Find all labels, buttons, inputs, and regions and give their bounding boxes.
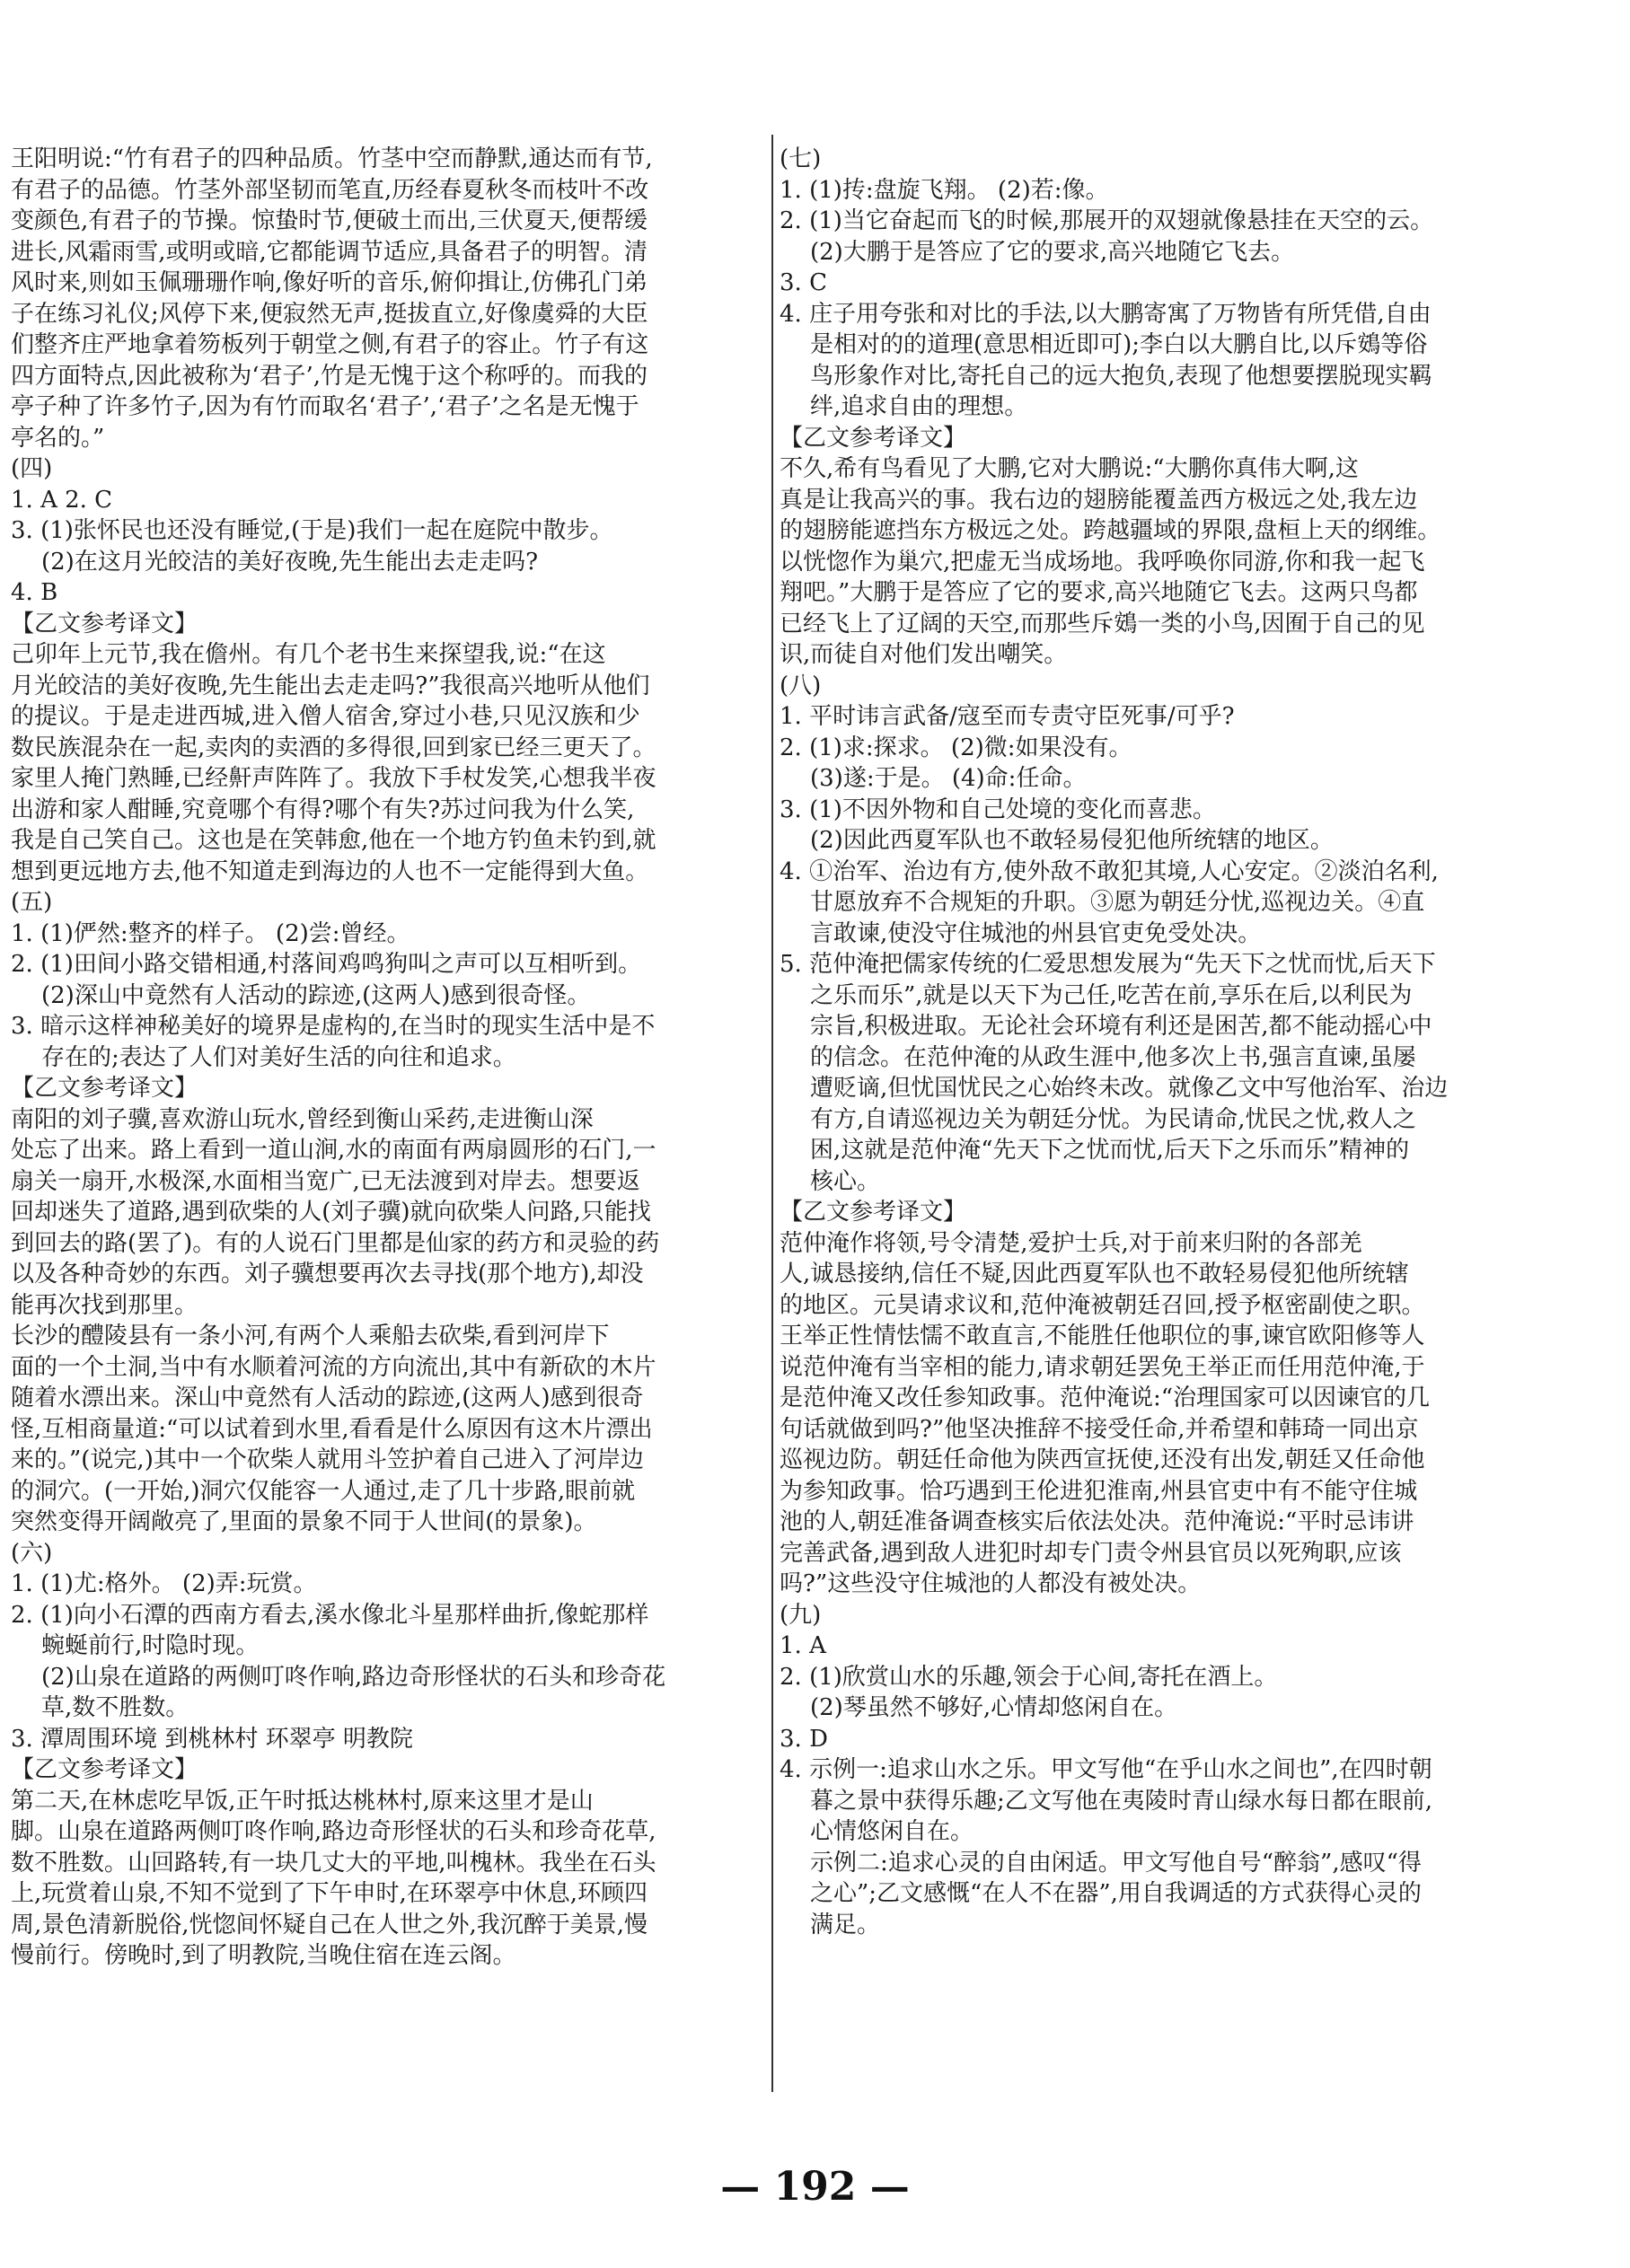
column-divider (771, 135, 773, 2092)
text-line: 扇关一扇开,水极深,水面相当宽广,已无法渡到对岸去。想要返 (11, 1167, 640, 1195)
text-line: 回却迷失了道路,遇到砍柴的人(刘子骥)就向砍柴人问路,只能找 (11, 1199, 651, 1226)
text-line: 范仲淹作将领,号令清楚,爱护士兵,对于前来归附的各部羌 (780, 1229, 1362, 1257)
text-line: 进长,风霜雨雪,或明或暗,它都能调节适应,具备君子的明智。清 (11, 238, 648, 266)
text-line: 怪,互相商量道:“可以试着到水里,看看是什么原因有这木片漂出 (11, 1415, 653, 1443)
text-line: 到回去的路(罢了)。有的人说石门里都是仙家的药方和灵验的药 (11, 1229, 660, 1257)
section-heading: (六) (11, 1539, 53, 1567)
translation-heading: 【乙文参考译文】 (780, 424, 967, 452)
text-line: 随着水漂出来。深山中竟然有人活动的踪迹,(这两人)感到很奇 (11, 1385, 644, 1411)
answer-line: 困,这就是范仲淹“先天下之忧而忧,后天下之乐而乐”精神的 (810, 1137, 1410, 1164)
answer-line: 2. (1)田间小路交错相通,村落间鸡鸣狗叫之声可以互相听到。 (11, 951, 642, 978)
text-line: 数不胜数。山回路转,有一块几丈大的平地,叫槐林。我坐在石头 (11, 1849, 656, 1877)
answer-line: 心情悠闲自在。 (810, 1818, 974, 1845)
text-line: 以及各种奇妙的东西。刘子骥想要再次去寻找(那个地方),却没 (11, 1261, 644, 1288)
answer-line: 3. D (780, 1725, 828, 1753)
text-line: 想到更远地方去,他不知道走到海边的人也不一定能得到大鱼。 (11, 857, 649, 885)
text-line: 巡视边防。朝廷任命他为陕西宣抚使,还没有出发,朝廷又任命他 (780, 1446, 1425, 1473)
answer-line: 4. 示例一:追求山水之乐。甲文写他“在乎山水之间也”,在四时朝 (780, 1756, 1432, 1783)
text-line: 数民族混杂在一起,卖肉的卖酒的多得很,回到家已经三更天了。 (11, 734, 656, 761)
text-line: 己卯年上元节,我在儋州。有几个老书生来探望我,说:“在这 (11, 641, 606, 668)
text-line: 脚。山泉在道路两侧叮咚作响,路边奇形怪状的石头和珍奇花草, (11, 1818, 656, 1845)
answer-line: 3. (1)张怀民也还没有睡觉,(于是)我们一起在庭院中散步。 (11, 517, 613, 544)
text-line: 上,玩赏着山泉,不知不觉到了下午申时,在环翠亭中休息,环顾四 (11, 1880, 648, 1907)
answer-line: 满足。 (810, 1911, 881, 1938)
translation-heading: 【乙文参考译文】 (780, 1199, 967, 1226)
answer-line: 示例二:追求心灵的自由闲适。甲文写他自号“醉翁”,感叹“得 (810, 1849, 1422, 1877)
text-line: 南阳的刘子骥,喜欢游山玩水,曾经到衡山采药,走进衡山深 (11, 1105, 594, 1133)
text-line: 有君子的品德。竹茎外部坚韧而笔直,历经春夏秋冬而枝叶不改 (11, 176, 649, 204)
answer-line: (2)大鹏于是答应了它的要求,高兴地随它飞去。 (810, 238, 1295, 266)
answer-line: 4. ①治军、治边有方,使外敌不敢犯其境,人心安定。②淡泊名利, (780, 857, 1439, 885)
answer-line: 3. 潭周围环境 到桃林村 环翠亭 明教院 (11, 1725, 413, 1753)
answer-line: 是相对的的道理(意思相近即可);李白以大鹏自比,以斥鴳等俗 (810, 331, 1428, 358)
text-line: 识,而徒自对他们发出嘲笑。 (780, 641, 1068, 668)
answer-line: 有方,自请巡视边关为朝廷分忧。为民请命,忧民之忧,救人之 (810, 1105, 1416, 1133)
text-line: 风时来,则如玉佩珊珊作响,像好听的音乐,俯仰揖让,仿佛孔门弟 (11, 269, 648, 296)
text-line: 突然变得开阔敞亮了,里面的景象不同于人世间(的景象)。 (11, 1508, 597, 1535)
section-heading: (九) (780, 1601, 822, 1629)
section-heading: (七) (780, 145, 822, 172)
text-line: 王阳明说:“竹有君子的四种品质。竹茎中空而静默,通达而有节, (11, 145, 653, 172)
text-line: 已经飞上了辽阔的天空,而那些斥鴳一类的小鸟,因囿于自己的见 (780, 610, 1425, 637)
answer-line: 之乐而乐”,就是以天下为己任,吃苦在前,享乐在后,以利民为 (810, 981, 1413, 1009)
section-heading: (五) (11, 889, 53, 916)
answer-line: 暮之景中获得乐趣;乙文写他在夷陵时青山绿水每日都在眼前, (810, 1787, 1433, 1815)
text-line: 子在练习礼仪;风停下来,便寂然无声,挺拔直立,好像虞舜的大臣 (11, 300, 648, 328)
text-line: 以恍惚作为巢穴,把虚无当成场地。我呼唤你同游,你和我一起飞 (780, 548, 1425, 576)
answer-line: 1. (1)抟:盘旋飞翔。 (2)若:像。 (780, 176, 1109, 204)
text-line: 我是自己笑自己。这也是在笑韩愈,他在一个地方钓鱼未钓到,就 (11, 827, 656, 854)
text-line: 四方面特点,因此被称为‘君子’,竹是无愧于这个称呼的。而我的 (11, 362, 648, 390)
answer-line: 2. (1)欣赏山水的乐趣,领会于心间,寄托在酒上。 (780, 1663, 1278, 1691)
text-line: 句话就做到吗?”他坚决推辞不接受任命,并希望和韩琦一同出京 (780, 1415, 1419, 1443)
text-line: 说范仲淹有当宰相的能力,请求朝廷罢免王举正而任用范仲淹,于 (780, 1353, 1425, 1381)
answer-line: (2)山泉在道路的两侧叮咚作响,路边奇形怪状的石头和珍奇花 (41, 1663, 666, 1691)
answer-line: (2)在这月光皎洁的美好夜晚,先生能出去走走吗? (41, 548, 539, 576)
answer-line: 宗旨,积极进取。无论社会环境有利还是困苦,都不能动摇心中 (810, 1013, 1432, 1040)
text-line: 是范仲淹又改任参知政事。范仲淹说:“治理国家可以因谏官的几 (780, 1385, 1431, 1411)
answer-line: (2)琴虽然不够好,心情却悠闲自在。 (810, 1694, 1178, 1721)
text-line: 的洞穴。(一开始,)洞穴仅能容一人通过,走了几十步路,眼前就 (11, 1477, 636, 1505)
answer-line: 甘愿放弃不合规矩的升职。③愿为朝廷分忧,巡视边关。④直 (810, 889, 1425, 916)
translation-heading: 【乙文参考译文】 (11, 1075, 198, 1102)
text-line: 亭名的。” (11, 424, 105, 452)
text-line: 的提议。于是走进西城,进入僧人宿舍,穿过小巷,只见汉族和少 (11, 703, 640, 730)
answer-line: 1. (1)尤:格外。 (2)弄:玩赏。 (11, 1570, 317, 1597)
answer-line: 1. 平时讳言武备/寇至而专责守臣死事/可乎? (780, 703, 1235, 730)
answer-line: 的信念。在范仲淹的从政生涯中,他多次上书,强言直谏,虽屡 (810, 1043, 1416, 1071)
text-line: 慢前行。傍晚时,到了明教院,当晚住宿在连云阁。 (11, 1942, 516, 1969)
answer-line: 4. 庄子用夸张和对比的手法,以大鹏寄寓了万物皆有所凭借,自由 (780, 300, 1432, 328)
left-column (11, 144, 771, 2088)
text-line: 不久,希有鸟看见了大鹏,它对大鹏说:“大鹏你真伟大啊,这 (780, 455, 1359, 482)
answer-line: 存在的;表达了人们对美好生活的向往和追求。 (41, 1043, 516, 1071)
translation-heading: 【乙文参考译文】 (11, 1756, 198, 1783)
text-line: 们整齐庄严地拿着笏板列于朝堂之侧,有君子的容止。竹子有这 (11, 331, 649, 358)
text-line: 真是让我高兴的事。我右边的翅膀能覆盖西方极远之处,我左边 (780, 486, 1418, 514)
page-number: — 192 — (720, 2164, 910, 2210)
answer-line: 蜿蜒前行,时隐时现。 (41, 1632, 260, 1659)
answer-line: (2)深山中竟然有人活动的踪迹,(这两人)感到很奇怪。 (41, 981, 591, 1009)
text-line: 吗?”这些没守住城池的人都没有被处决。 (780, 1570, 1202, 1597)
answer-line: 草,数不胜数。 (41, 1694, 189, 1721)
answer-line: 1. A (780, 1632, 826, 1659)
section-heading: (四) (11, 455, 53, 482)
answer-line: 1. (1)俨然:整齐的样子。 (2)尝:曾经。 (11, 919, 410, 947)
section-heading: (八) (780, 672, 822, 699)
answer-line: 之心”;乙文感慨“在人不在器”,用自我调适的方式获得心灵的 (810, 1880, 1422, 1907)
text-line: 的地区。元昊请求议和,范仲淹被朝廷召回,授予枢密副使之职。 (780, 1291, 1425, 1319)
text-line: 家里人掩门熟睡,已经鼾声阵阵了。我放下手杖发笑,心想我半夜 (11, 765, 656, 792)
text-line: 翔吧。”大鹏于是答应了它的要求,高兴地随它飞去。这两只鸟都 (780, 579, 1418, 606)
answer-line: 2. (1)求:探求。 (2)微:如果没有。 (780, 734, 1132, 761)
text-line: 池的人,朝廷准备调查核实后依法处决。范仲淹说:“平时忌讳讲 (780, 1508, 1414, 1535)
answer-line: 5. 范仲淹把儒家传统的仁爱思想发展为“先天下之忧而忧,后天下 (780, 951, 1436, 978)
text-line: 完善武备,遇到敌人进犯时却专门责令州县官员以死殉职,应该 (780, 1539, 1402, 1567)
answer-line: 鸟形象作对比,寄托自己的远大抱负,表现了他想要摆脱现实羁 (810, 362, 1432, 390)
translation-heading: 【乙文参考译文】 (11, 610, 198, 637)
answer-line: 4. B (11, 579, 58, 606)
answer-line: 1. A 2. C (11, 486, 113, 514)
answer-line: 3. (1)不因外物和自己处境的变化而喜悲。 (780, 796, 1216, 823)
text-line: 月光皎洁的美好夜晚,先生能出去走走吗?”我很高兴地听从他们 (11, 672, 650, 699)
text-line: 人,诚恳接纳,信任不疑,因此西夏军队也不敢轻易侵犯他所统辖 (780, 1261, 1409, 1288)
text-line: 处忘了出来。路上看到一道山涧,水的南面有两扇圆形的石门,一 (11, 1137, 656, 1164)
text-line: 能再次找到那里。 (11, 1291, 198, 1319)
text-line: 亭子种了许多竹子,因为有竹而取名‘君子’,‘君子’之名是无愧于 (11, 393, 639, 420)
right-column (780, 144, 1539, 2088)
text-line: 为参知政事。恰巧遇到王伦进犯淮南,州县官吏中有不能守住城 (780, 1477, 1418, 1505)
answer-line: 绊,追求自由的理想。 (810, 393, 1028, 420)
answer-line: 2. (1)当它奋起而飞的时候,那展开的双翅就像悬挂在天空的云。 (780, 207, 1434, 234)
text-line: 周,景色清新脱俗,恍惚间怀疑自己在人世之外,我沉醉于美景,慢 (11, 1911, 648, 1938)
text-line: 长沙的醴陵县有一条小河,有两个人乘船去砍柴,看到河岸下 (11, 1323, 610, 1349)
answer-line: 言敢谏,使没守住城池的州县官吏免受处决。 (810, 919, 1262, 947)
answer-line: 3. C (780, 269, 827, 296)
answer-line: (3)遂:于是。 (4)命:任命。 (810, 765, 1087, 792)
text-line: 面的一个土洞,当中有水顺着河流的方向流出,其中有新砍的木片 (11, 1353, 656, 1381)
text-line: 变颜色,有君子的节操。惊蛰时节,便破土而出,三伏夏天,便帮缓 (11, 207, 648, 234)
text-line: 出游和家人酣睡,究竟哪个有得?哪个有失?苏过问我为什么笑, (11, 796, 635, 823)
answer-line: (2)因此西夏军队也不敢轻易侵犯他所统辖的地区。 (810, 827, 1334, 854)
answer-line: 遭贬谪,但忧国忧民之心始终未改。就像乙文中写他治军、治边 (810, 1075, 1449, 1102)
answer-line: 2. (1)向小石潭的西南方看去,溪水像北斗星那样曲折,像蛇那样 (11, 1601, 649, 1629)
text-line: 第二天,在林虑吃早饭,正午时抵达桃林村,原来这里才是山 (11, 1787, 594, 1815)
answer-line: 核心。 (810, 1167, 881, 1195)
text-line: 王举正性情怯懦不敢直言,不能胜任他职位的事,谏官欧阳修等人 (780, 1323, 1425, 1349)
text-line: 来的。”(说完,)其中一个砍柴人就用斗笠护着自己进入了河岸边 (11, 1446, 644, 1473)
text-line: 的翅膀能遮挡东方极远之处。跨越疆域的界限,盘桓上天的纲维。 (780, 517, 1441, 544)
answer-line: 3. 暗示这样神秘美好的境界是虚构的,在当时的现实生活中是不 (11, 1013, 656, 1040)
